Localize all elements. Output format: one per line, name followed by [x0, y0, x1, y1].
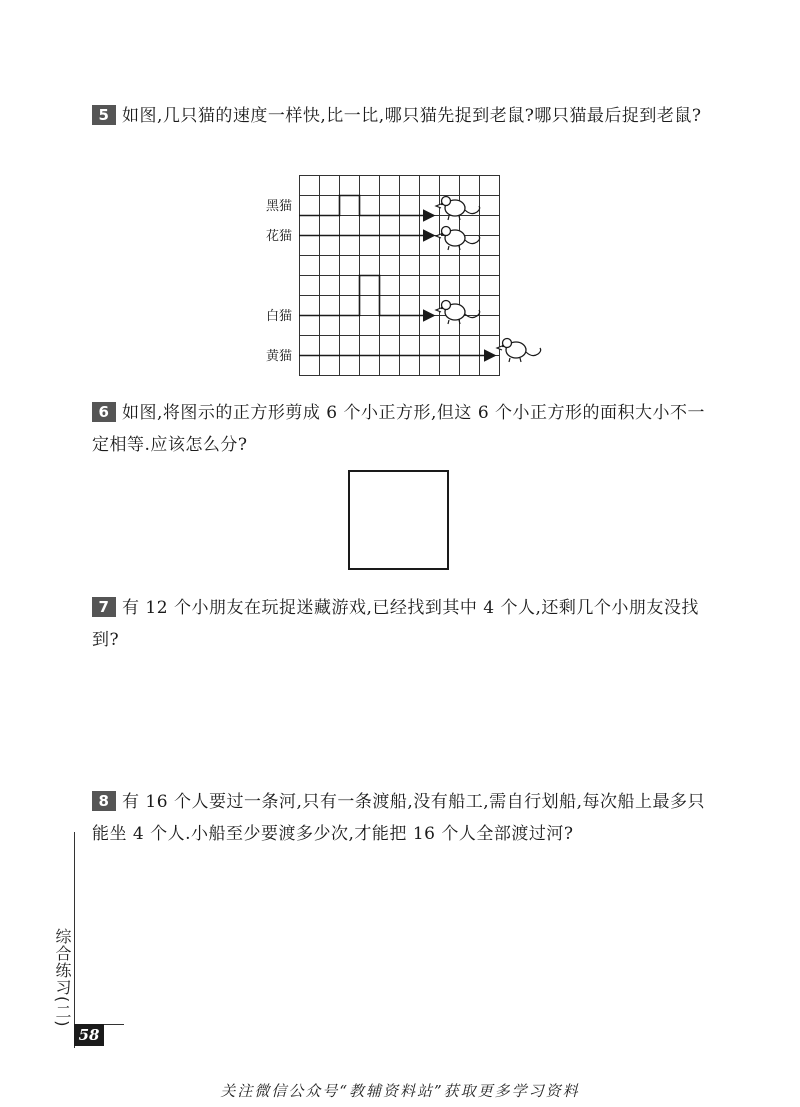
margin-rule — [74, 832, 75, 1024]
question-number: 5 — [92, 105, 116, 125]
cat-mouse-grid-figure — [262, 170, 542, 380]
page-number: 58 — [74, 1024, 104, 1046]
label-yellow-cat: 黄猫 — [266, 349, 293, 364]
question-number: 6 — [92, 402, 116, 422]
grid-lines — [299, 175, 500, 376]
mouse-1-icon — [436, 197, 480, 221]
label-black-cat: 黑猫 — [266, 199, 293, 214]
mouse-4-icon — [497, 339, 541, 363]
mouse-3-icon — [436, 301, 480, 325]
question-7 — [92, 592, 712, 656]
question-8 — [92, 786, 712, 850]
question-number: 7 — [92, 597, 116, 617]
section-side-label: 综合练习(二) — [53, 928, 72, 1028]
question-text: 有 12 个小朋友在玩捉迷藏游戏,已经找到其中 4 个人,还剩几个小朋友没找到? — [92, 598, 699, 650]
footer-note: 关注微信公众号“教辅资料站”获取更多学习资料 — [220, 1082, 580, 1100]
question-text: 有 16 个人要过一条河,只有一条渡船,没有船工,需自行划船,每次船上最多只能坐 4 个人.小船至少要渡多少次,才能把 16 个人全部渡过河? — [92, 792, 706, 844]
mouse-2-icon — [436, 227, 480, 251]
question-5 — [92, 100, 712, 132]
label-white-cat: 白猫 — [266, 309, 293, 324]
question-text: 如图,将图示的正方形剪成 6 个小正方形,但这 6 个小正方形的面积大小不一定相等.应该怎么分? — [92, 403, 706, 455]
question-6 — [92, 397, 712, 461]
label-hua-cat: 花猫 — [266, 229, 293, 244]
question-number: 8 — [92, 791, 116, 811]
square-figure — [348, 470, 449, 570]
question-text: 如图,几只猫的速度一样快,比一比,哪只猫先捉到老鼠?哪只猫最后捉到老鼠? — [122, 106, 702, 126]
